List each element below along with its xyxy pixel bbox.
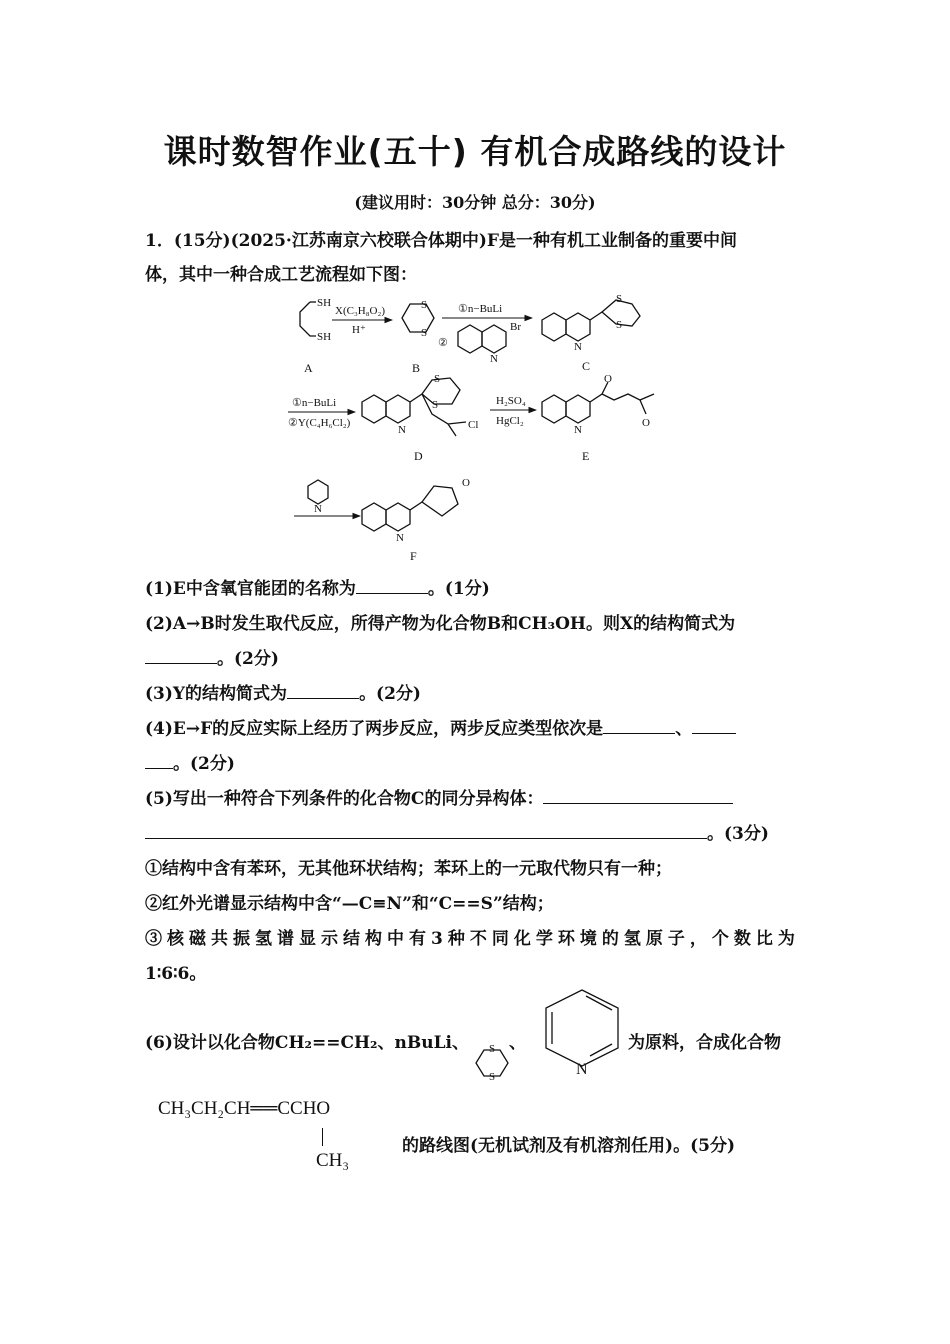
reagent-ab-bottom: H⁺ [352,324,366,336]
answer-blank-4b-cont[interactable] [145,752,173,769]
compound-e [542,373,654,463]
answer-blank-4b[interactable] [692,717,736,734]
svg-text:O: O [604,373,612,385]
target-compound: CH₃CH₂CH══CCHO [158,1098,331,1119]
svg-text:N: N [576,1061,588,1078]
label-d: D [414,449,423,463]
svg-text:N: N [574,424,582,436]
target-bond [322,1128,323,1146]
b-s2: S [421,327,428,339]
condition-3: ③核磁共振氢谱显示结构中有3种不同化学环境的氢原子，个数比为 [145,929,800,949]
part-2: (2)A→B时发生取代反应，所得产物为化合物B和CH₃OH。则X的结构简式为 [145,614,736,634]
compound-d [362,373,478,463]
svg-text:S: S [489,1071,496,1083]
part-2-cont: 。(2分) [145,644,279,669]
answer-blank-2[interactable] [145,647,217,664]
part-6-tail: 为原料，合成化合物 [628,1033,781,1053]
reagent-ab-top: X(C₃H₈O₂) [335,305,385,317]
svg-text:N: N [574,341,582,353]
svg-text:Br: Br [510,321,521,333]
answer-blank-5b[interactable] [145,822,707,839]
bromoquinoline [458,321,521,365]
question-stem-line1: 1．(15分)(2025·江苏南京六校联合体期中)F是一种有机工业制备的重要中间 [145,231,737,251]
compound-b [402,299,434,375]
label-e: E [582,449,590,463]
label-c: C [582,359,591,373]
part-5-cont: 。(3分) [145,819,769,844]
a-sh-bottom: SH [317,331,332,343]
svg-text:S: S [432,399,439,411]
svg-text:O: O [642,417,650,429]
condition-2: ②红外光谱显示结构中含“—C≡N”和“C==S”结构； [145,894,554,914]
pyridine-reagent [308,480,328,515]
svg-text:S: S [434,373,441,385]
svg-text:N: N [490,353,498,365]
part-6-end: 的路线图(无机试剂及有机溶剂任用)。(5分) [402,1136,736,1156]
answer-blank-1[interactable] [356,577,428,594]
page-subtitle: (建议用时：30分钟 总分：30分) [354,193,596,212]
label-a: A [304,361,313,375]
part-4-cont: 。(2分) [145,749,235,774]
label-b: B [412,361,421,375]
svg-text:N: N [396,532,404,544]
label-f: F [410,549,417,563]
answer-blank-5a[interactable] [543,787,733,804]
condition-3-cont: 1∶6∶6。 [145,964,207,984]
reagent-bc-2: ② [438,337,448,349]
reagent-de-top: H₂SO₄ [496,395,526,407]
answer-blank-3[interactable] [287,682,359,699]
question-stem-line2: 体，其中一种合成工艺流程如下图： [145,265,417,285]
reagent-bc-1: ①n−BuLi [458,303,503,315]
reagent-cd-1: ①n−BuLi [292,397,337,409]
part-4: (4)E→F的反应实际上经历了两步反应，两步反应类型依次是 、 [145,714,736,739]
a-sh-top: SH [317,297,332,309]
part-6: (6)设计以化合物CH₂==CH₂、nBuLi、 、 [145,1033,526,1053]
reagent-de-bottom: HgCl₂ [496,415,524,427]
svg-text:S: S [616,293,623,305]
part-1: (1)E中含氧官能团的名称为 。(1分) [145,579,490,599]
svg-text:N: N [314,503,322,515]
compound-f [362,477,470,563]
svg-text:N: N [398,424,406,436]
pyridine-structure [540,986,624,1082]
b-s1: S [421,299,428,311]
part-3: (3)Y的结构简式为 。(2分) [145,684,421,704]
target-branch: CH₃ [316,1150,350,1171]
dithiane-reagent [470,1040,518,1086]
condition-1: ①结构中含有苯环，无其他环状结构；苯环上的一元取代物只有一种； [145,859,672,879]
answer-blank-4a[interactable] [603,717,675,734]
svg-text:O: O [462,477,470,489]
svg-text:S: S [616,319,623,331]
part-5: (5)写出一种符合下列条件的化合物C的同分异构体： [145,784,733,809]
compound-c [542,293,640,373]
synthesis-scheme [280,290,680,570]
svg-text:S: S [489,1043,496,1055]
svg-text:Cl: Cl [468,419,479,431]
compound-a [300,297,331,375]
page-title: 课时数智作业(五十) 有机合成路线的设计 [163,132,787,171]
reagent-cd-2: ②Y(C₄H₆Cl₂) [288,417,351,429]
